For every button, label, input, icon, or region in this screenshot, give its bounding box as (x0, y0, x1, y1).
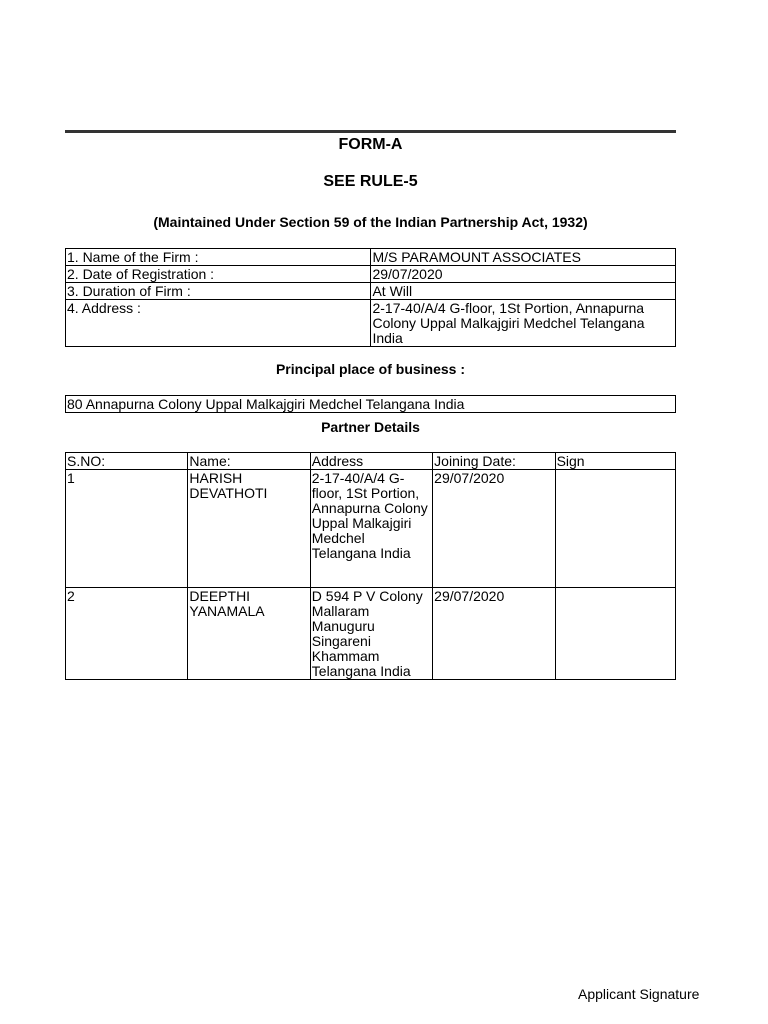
firm-details-table (65, 248, 676, 347)
table-row (66, 283, 676, 300)
partners-table (65, 452, 676, 680)
table-row (66, 396, 676, 413)
table-row (66, 300, 676, 347)
top-rule (65, 130, 676, 133)
column-header-name: Name: (188, 453, 310, 470)
partner-joining-date: 29/07/2020 (433, 588, 555, 680)
table-row (66, 249, 676, 266)
partner-name: DEEPTHI YANAMALA (188, 588, 310, 680)
form-title: FORM-A (338, 136, 403, 153)
table-header-row (66, 453, 676, 470)
form-subtitle: (Maintained Under Section 59 of the Indian Partnership Act, 1932) (153, 214, 588, 230)
duration-label: 3. Duration of Firm : (66, 283, 371, 300)
partner-address: D 594 P V Colony Mallaram Manuguru Singareni Khammam Telangana India (310, 588, 432, 680)
partner-address: 2-17-40/A/4 G-floor, 1St Portion, Annapurna Colony Uppal Malkajgiri Medchel Telangana India (310, 470, 432, 588)
partner-joining-date: 29/07/2020 (433, 470, 555, 588)
table-row (66, 470, 676, 588)
partner-sign (555, 470, 675, 588)
partner-sign (555, 588, 675, 680)
column-header-address: Address (310, 453, 432, 470)
applicant-signature-label: Applicant Signature (578, 986, 700, 1002)
address-value: 2-17-40/A/4 G-floor, 1St Portion, Annapurna Colony Uppal Malkajgiri Medchel Telangana India (371, 300, 676, 347)
firm-name-label: 1. Name of the Firm : (66, 249, 371, 266)
principal-place-table (65, 395, 676, 413)
table-row (66, 266, 676, 283)
rule-title: SEE RULE-5 (323, 173, 418, 190)
table-row (66, 588, 676, 680)
partner-name: HARISH DEVATHOTI (188, 470, 310, 588)
column-header-sign: Sign (555, 453, 675, 470)
firm-name-value: M/S PARAMOUNT ASSOCIATES (371, 249, 676, 266)
address-label: 4. Address : (66, 300, 371, 347)
partner-sno: 2 (66, 588, 188, 680)
column-header-sno: S.NO: (66, 453, 188, 470)
principal-place-heading: Principal place of business : (275, 361, 466, 377)
partner-sno: 1 (66, 470, 188, 588)
duration-value: At Will (371, 283, 676, 300)
registration-date-label: 2. Date of Registration : (66, 266, 371, 283)
principal-place-value: 80 Annapurna Colony Uppal Malkajgiri Medchel Telangana India (66, 396, 676, 413)
column-header-joining-date: Joining Date: (433, 453, 555, 470)
partner-details-heading: Partner Details (321, 419, 420, 435)
registration-date-value: 29/07/2020 (371, 266, 676, 283)
